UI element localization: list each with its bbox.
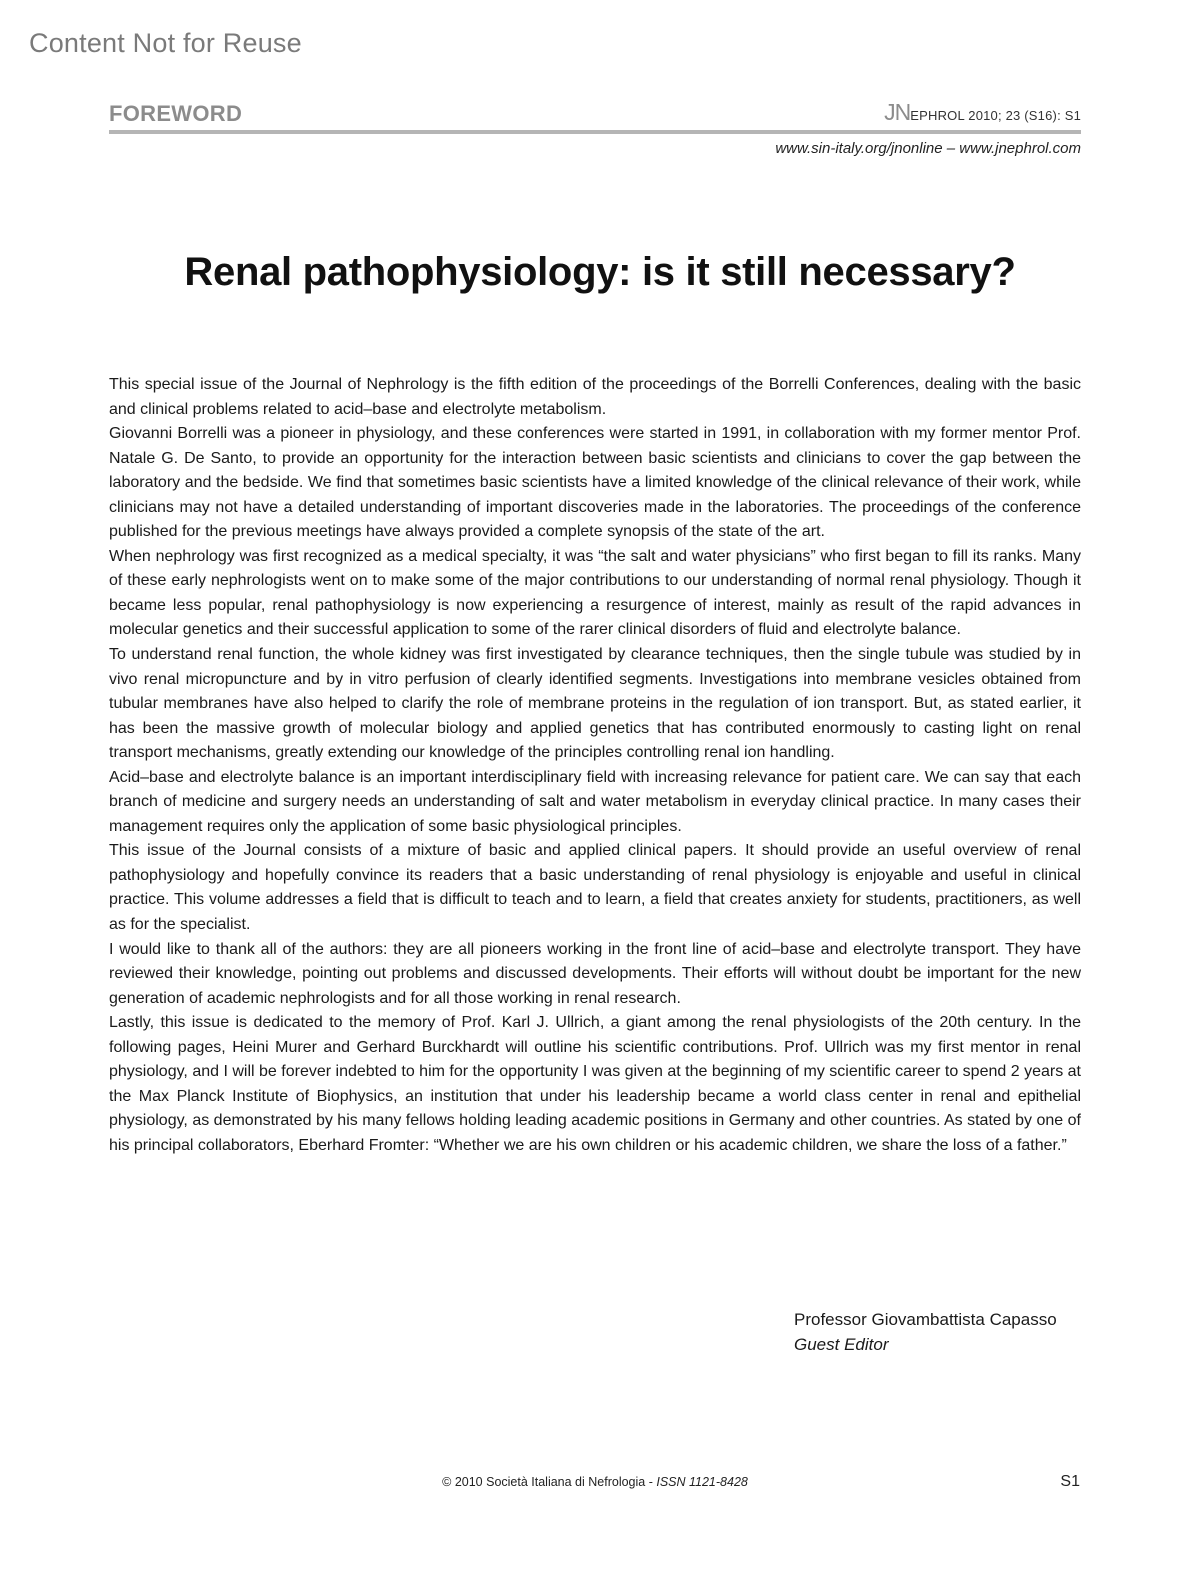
paragraph: When nephrology was first recognized as a medical specialty, it was “the salt and water physicians” who first began to fill its ranks. Many of these early nephrologists went on to make some of the major contributions to our understanding of normal renal physiology. Though it became less popular, renal pathophysiology is now experiencing a resurgence of interest, mainly as result of the rapid advances in molecular genetics and their successful application to some of the rarer clinical disorders of fluid and electrolyte balance. <box>109 547 1081 639</box>
paragraph: I would like to thank all of the authors: they are all pioneers working in the front line of acid–base and electrolyte transport. They have reviewed their knowledge, pointing out problems and discussed developments. Their efforts will without doubt be important for the new generation of academic nephrologists and for all those working in renal research. <box>109 940 1081 1007</box>
paragraph: Giovanni Borrelli was a pioneer in physiology, and these conferences were started in 1991, in collaboration with my former mentor Prof. Natale G. De Santo, to provide an opportunity for the interaction between basic scientists and clinicians to cover the gap between the laboratory and the bedside. We find that sometimes basic scientists have a limited knowledge of the clinical relevance of their work, while clinicians may not have a detailed understanding of important discoveries made in the laboratories. The proceedings of the conference published for the previous meetings have always provided a complete synopsis of the state of the art. <box>109 425 1081 541</box>
signature-block <box>794 1308 1057 1357</box>
paragraph: This issue of the Journal consists of a mixture of basic and applied clinical papers. It should provide an useful overview of renal pathophysiology and hopefully convince its readers that a basic understanding of renal physiology is enjoyable and useful in clinical practice. This volume addresses a field that is difficult to teach and to learn, a field that creates anxiety for students, practitioners, as well as for the specialist. <box>109 842 1081 934</box>
journal-web-links[interactable]: www.sin-italy.org/jnonline – www.jnephrol.com <box>775 140 1081 157</box>
page-footer <box>0 1475 1190 1489</box>
issn-text: ISSN 1121-8428 <box>656 1475 748 1489</box>
paragraph: To understand renal function, the whole kidney was first investigated by clearance techniques, then the single tubule was studied by in vivo renal micropuncture and by in vitro perfusion of clearly identified segments. Investigations into membrane vesicles obtained from tubular membranes have also helped to clarify the role of membrane proteins in the regulation of ion transport. But, as stated earlier, it has been the massive growth of molecular biology and applied genetics that has contributed enormously to casting light on renal transport mechanisms, greatly extending our knowledge of the principles controlling renal ion handling. <box>109 646 1081 762</box>
watermark-text: Content Not for Reuse <box>29 28 302 58</box>
header-rule <box>109 130 1081 134</box>
section-label: FOREWORD <box>109 101 243 126</box>
article-title: Renal pathophysiology: is it still necessary? <box>184 250 1016 294</box>
journal-logo-prefix: JN <box>884 99 911 125</box>
paragraph: This special issue of the Journal of Nephrology is the fifth edition of the proceedings of the Borrelli Conferences, dealing with the basic and clinical problems related to acid–base and electrolyte metabolism. <box>109 376 1081 418</box>
paragraph: Acid–base and electrolyte balance is an important interdisciplinary field with increasing relevance for patient care. We can say that each branch of medicine and surgery needs an understanding of salt and water metabolism in everyday clinical practice. In many cases their management requires only the application of some basic physiological principles. <box>109 768 1081 835</box>
author-name: Professor Giovambattista Capasso <box>794 1310 1057 1329</box>
journal-logo-suffix: EPHROL <box>910 108 965 123</box>
journal-citation-details: 2010; 23 (S16): S1 <box>964 108 1081 123</box>
paragraph: Lastly, this issue is dedicated to the memory of Prof. Karl J. Ullrich, a giant among the renal physiologists of the 20th century. In the following pages, Heini Murer and Gerhard Burckhardt will outline his scientific contributions. Prof. Ullrich was my first mentor in renal physiology, and I will be forever indebted to him for the opportunity I was given at the beginning of my scientific career to spend 2 years at the Max Planck Institute of Biophysics, an institution that under his leadership became a world class center in renal and epithelial physiology, as demonstrated by his many fellows holding leading academic positions in Germany and other countries. As stated by one of his principal collaborators, Eberhard Fromter: “Whether we are his own children or his academic children, we share the loss of a father.” <box>109 1014 1081 1154</box>
page-header <box>109 99 1081 133</box>
copyright-text: © 2010 Società Italiana di Nefrologia - <box>442 1475 657 1489</box>
journal-citation <box>884 99 1081 126</box>
author-role: Guest Editor <box>794 1334 889 1354</box>
article-body <box>109 373 1081 1159</box>
page-number: S1 <box>1060 1473 1080 1490</box>
